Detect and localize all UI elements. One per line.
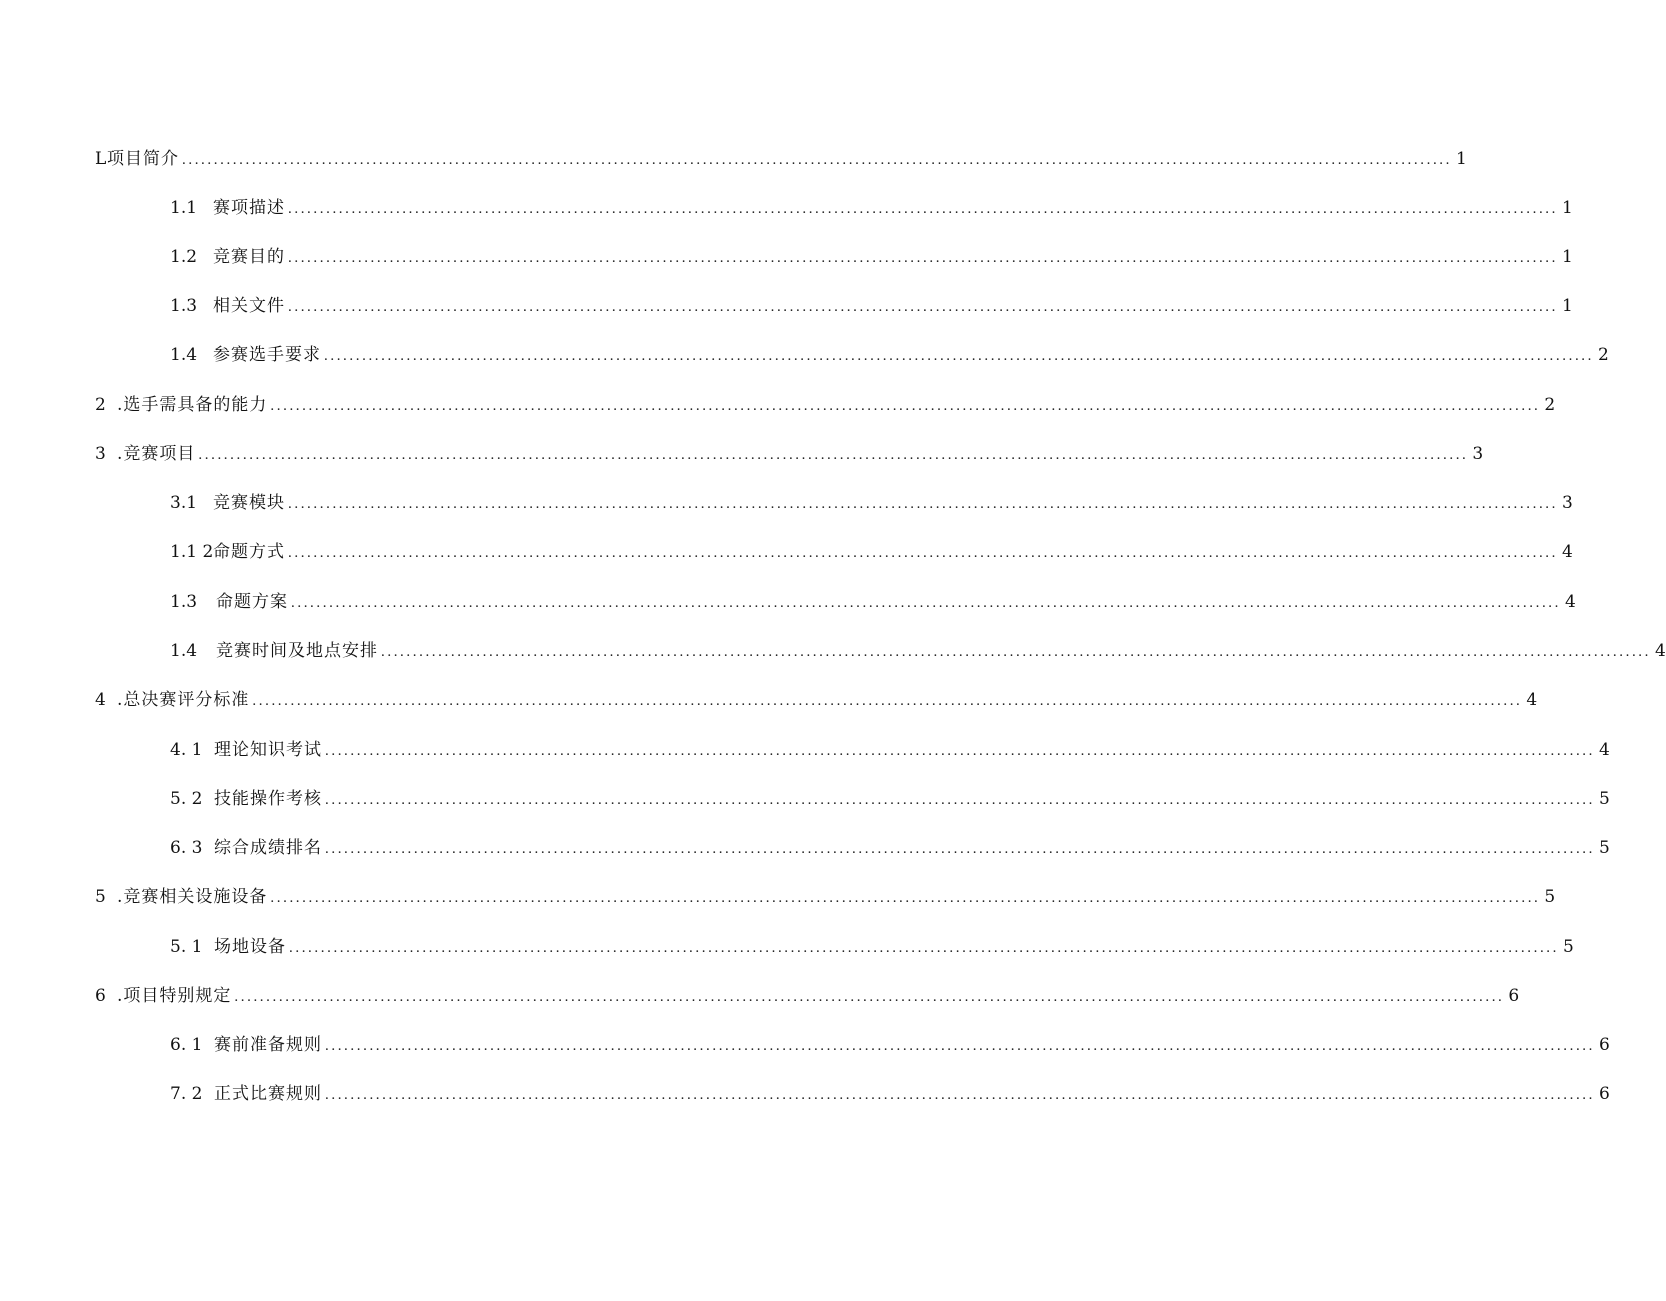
toc-entry-title: 竞赛时间及地点安排	[216, 641, 378, 661]
toc-leader-dots: ........................................................................................................................................................................................................	[270, 398, 1541, 414]
toc-entry-number: 7. 2	[170, 1084, 203, 1104]
toc-entry-title: 技能操作考核	[214, 789, 322, 809]
toc-leader-dots: ........................................................................................................................................................................................................	[325, 1038, 1595, 1054]
toc-leader-dots: ........................................................................................................................................................................................................	[324, 348, 1594, 364]
toc-entry-title: 参赛选手要求	[213, 345, 321, 365]
toc-entry-title: 理论知识考试	[214, 740, 322, 760]
toc-entry-page: 3	[1472, 444, 1484, 464]
toc-entry-number: 6	[95, 986, 106, 1006]
toc-entry-number: 6. 3	[170, 838, 203, 858]
toc-entry-title: 竞赛目的	[213, 247, 285, 267]
toc-entry[interactable]	[170, 492, 1573, 515]
toc-leader-dots: ........................................................................................................................................................................................................	[198, 447, 1469, 463]
toc-entry-page: 1	[1562, 247, 1573, 267]
toc-entry-number: 3.1	[170, 493, 198, 513]
toc-entry-number: 1.1	[170, 198, 198, 218]
toc-entry[interactable]	[170, 246, 1573, 269]
toc-entry-number: 5	[95, 887, 106, 907]
toc-entry[interactable]	[95, 985, 1520, 1008]
toc-entry-title: 赛项描述	[213, 198, 285, 218]
toc-leader-dots: ........................................................................................................................................................................................................	[288, 201, 1558, 217]
toc-entry-title: .总决赛评分标准	[117, 690, 250, 710]
toc-entry-page: 5	[1599, 838, 1610, 858]
toc-entry[interactable]	[170, 541, 1573, 564]
toc-entry[interactable]	[95, 394, 1556, 417]
toc-leader-dots: ........................................................................................................................................................................................................	[325, 841, 1595, 857]
toc-entry-page: 5	[1563, 937, 1574, 957]
toc-leader-dots: ........................................................................................................................................................................................................	[291, 595, 1561, 611]
toc-entry-number: 4	[95, 690, 106, 710]
toc-leader-dots: ........................................................................................................................................................................................................	[182, 152, 1452, 168]
toc-entry-page: 4	[1565, 592, 1576, 612]
toc-entry-page: 4	[1655, 641, 1666, 661]
toc-entry-page: 5	[1599, 789, 1610, 809]
toc-entry-title: 综合成绩排名	[214, 838, 322, 858]
toc-entry-title: 竞赛模块	[213, 493, 285, 513]
toc-entry[interactable]	[170, 837, 1610, 860]
toc-entry-title: .竞赛项目	[117, 444, 196, 464]
toc-leader-dots: ........................................................................................................................................................................................................	[288, 496, 1558, 512]
toc-entry[interactable]	[170, 197, 1573, 220]
toc-leader-dots: ........................................................................................................................................................................................................	[325, 1087, 1595, 1103]
toc-entry-title: 正式比赛规则	[214, 1084, 322, 1104]
toc-entry[interactable]	[170, 739, 1610, 762]
toc-entry[interactable]	[95, 886, 1556, 909]
toc-entry-number: 4. 1	[170, 740, 203, 760]
toc-entry-page: 6	[1599, 1084, 1610, 1104]
toc-leader-dots: ........................................................................................................................................................................................................	[288, 545, 1558, 561]
toc-entry-number: 1.3	[170, 296, 198, 316]
toc-entry-number: 2	[95, 395, 106, 415]
toc-entry[interactable]	[170, 591, 1576, 614]
toc-entry-page: 4	[1599, 740, 1610, 760]
toc-entry-number: 5. 1	[170, 937, 203, 957]
toc-leader-dots: ........................................................................................................................................................................................................	[252, 693, 1523, 709]
toc-entry-number: L	[95, 149, 107, 169]
toc-leader-dots: ........................................................................................................................................................................................................	[381, 644, 1651, 660]
toc-entry-number: 1.3	[170, 592, 198, 612]
toc-entry-page: 4	[1526, 690, 1538, 710]
toc-leader-dots: ........................................................................................................................................................................................................	[270, 890, 1541, 906]
toc-entry-title: .竞赛相关设施设备	[117, 887, 268, 907]
toc-entry-page: 4	[1562, 542, 1573, 562]
toc-entry[interactable]	[170, 936, 1574, 959]
toc-entry-title: .项目特别规定	[117, 986, 232, 1006]
toc-entry-title: 命题方案	[216, 592, 288, 612]
toc-entry[interactable]	[170, 295, 1573, 318]
toc-entry-number: 3	[95, 444, 106, 464]
toc-entry[interactable]	[95, 689, 1538, 712]
toc-entry-title: .选手需具备的能力	[117, 395, 268, 415]
toc-entry[interactable]	[170, 344, 1609, 367]
toc-entry-title: 赛前准备规则	[214, 1035, 322, 1055]
toc-entry[interactable]	[170, 640, 1666, 663]
toc-entry-page: 2	[1598, 345, 1609, 365]
toc-entry-number: 1.4	[170, 345, 198, 365]
toc-entry-number: 1.4	[170, 641, 198, 661]
toc-entry-page: 2	[1544, 395, 1556, 415]
toc-entry[interactable]	[95, 148, 1467, 171]
toc-leader-dots: ........................................................................................................................................................................................................	[288, 250, 1558, 266]
toc-entry-number: 5. 2	[170, 789, 203, 809]
toc-entry[interactable]	[170, 788, 1610, 811]
toc-entry[interactable]	[95, 443, 1484, 466]
toc-entry[interactable]	[170, 1083, 1610, 1106]
toc-leader-dots: ........................................................................................................................................................................................................	[325, 743, 1595, 759]
toc-entry-title: 场地设备	[214, 937, 286, 957]
toc-entry-page: 6	[1599, 1035, 1610, 1055]
toc-entry[interactable]	[170, 1034, 1610, 1057]
toc-entry-title: 项目简介	[107, 149, 179, 169]
toc-leader-dots: ........................................................................................................................................................................................................	[234, 989, 1505, 1005]
toc-entry-page: 5	[1544, 887, 1556, 907]
toc-leader-dots: ........................................................................................................................................................................................................	[325, 792, 1595, 808]
toc-entry-number: 1.2	[170, 247, 198, 267]
toc-entry-page: 1	[1562, 198, 1573, 218]
toc-entry-page: 1	[1562, 296, 1573, 316]
toc-entry-number: 6. 1	[170, 1035, 203, 1055]
toc-leader-dots: ........................................................................................................................................................................................................	[288, 299, 1558, 315]
toc-entry-page: 1	[1456, 149, 1467, 169]
toc-entry-title: 命题方式	[213, 542, 285, 562]
toc-entry-page: 6	[1508, 986, 1520, 1006]
toc-leader-dots: ........................................................................................................................................................................................................	[289, 940, 1559, 956]
toc-entry-page: 3	[1562, 493, 1573, 513]
toc-entry-title: 相关文件	[213, 296, 285, 316]
toc-entry-number: 1.1 2	[170, 542, 214, 562]
